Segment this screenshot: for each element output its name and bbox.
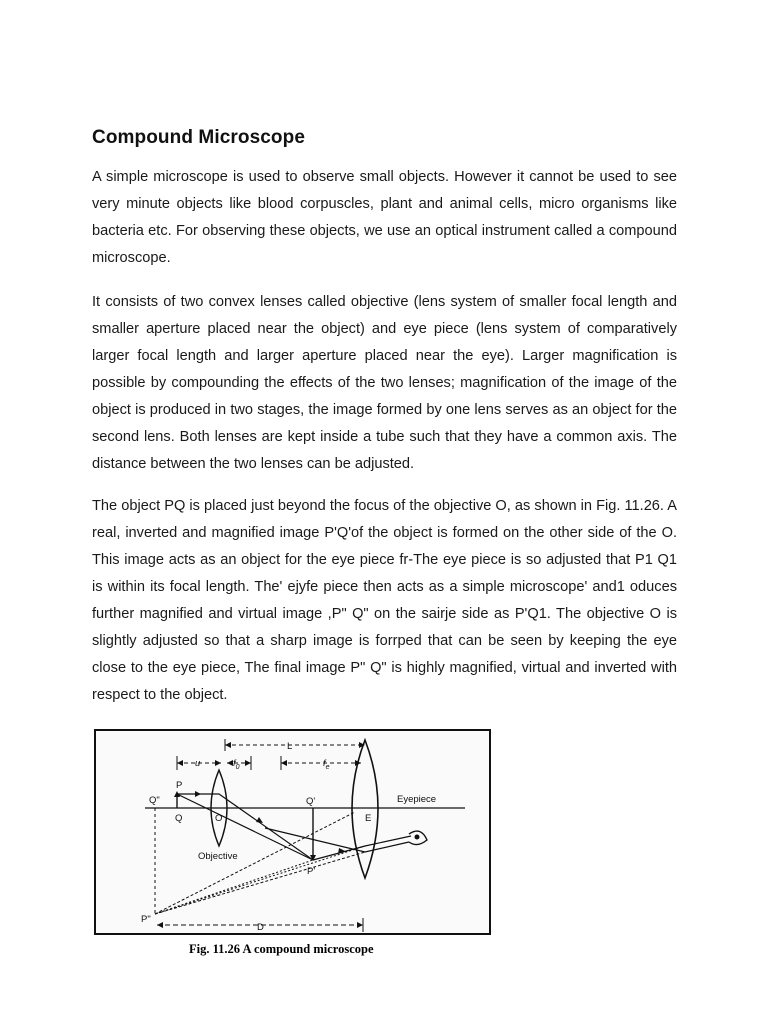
label-O: O xyxy=(215,813,223,824)
paragraph-working: The object PQ is placed just beyond the focus of the objective O, as shown in Fig. 11.26. A real, inverted and magnified image P'Q'of the object is formed on the other side of the O. This image acts as an object for the eye piece fr-The eye piece is so adjusted that P1 Q1 is within its focal length. The' ejyfe piece then acts as a simple microscope' and1 oduces further magnified and virtual image ,P" Q" on the sairje side as P'Q1. The objective O is slightly adjusted so that a sharp image is forrped that can be seen by keeping the eye close to the eye piece, The final image P" Q" is highly magnified, virtual and inverted with respect to the object. xyxy=(92,498,677,703)
label-eyepiece: Eyepiece xyxy=(397,794,437,805)
page-title: Compound Microscope xyxy=(92,127,306,148)
label-D: D xyxy=(257,922,264,933)
label-Ppp: P" xyxy=(141,914,151,925)
label-Pp: P' xyxy=(307,866,316,877)
label-fe: $f_e$ xyxy=(323,758,330,771)
figure-frame xyxy=(95,730,490,934)
figure-caption: Fig. 11.26 A compound microscope xyxy=(189,942,374,956)
label-objective: Objective xyxy=(198,851,238,862)
label-E: E xyxy=(365,813,372,824)
label-Q: Q xyxy=(175,813,183,824)
label-P: P xyxy=(176,780,183,791)
paragraph-intro: A simple microscope is used to observe small objects. However it cannot be used to see very minute objects like blood corpuscles, plant and animal cells, micro organisms like bacteria etc. For observing these objects, we use an optical instrument called a compound microscope. xyxy=(92,169,677,266)
label-L: L xyxy=(287,741,293,752)
ray-diagram xyxy=(93,728,493,960)
label-Qpp: Q" xyxy=(149,795,160,806)
compound-microscope-figure xyxy=(93,728,493,960)
label-f0: $f_0$ xyxy=(233,758,240,771)
label-u: u xyxy=(195,758,201,769)
paragraph-construction: It consists of two convex lenses called objective (lens system of smaller focal length and smaller aperture placed near the object) and eye piece (lens system of comparatively larger focal length and larger aperture placed near the eye). Larger magnification is possible by compounding the effects of the two lenses; magnification of the image of the object is produced in two stages, the image formed by one lens serves as an object for the second lens. Both lenses are kept inside a tube such that they have a common axis. The distance between the two lenses can be adjusted. xyxy=(92,294,677,472)
label-Qp: Q' xyxy=(306,796,316,807)
